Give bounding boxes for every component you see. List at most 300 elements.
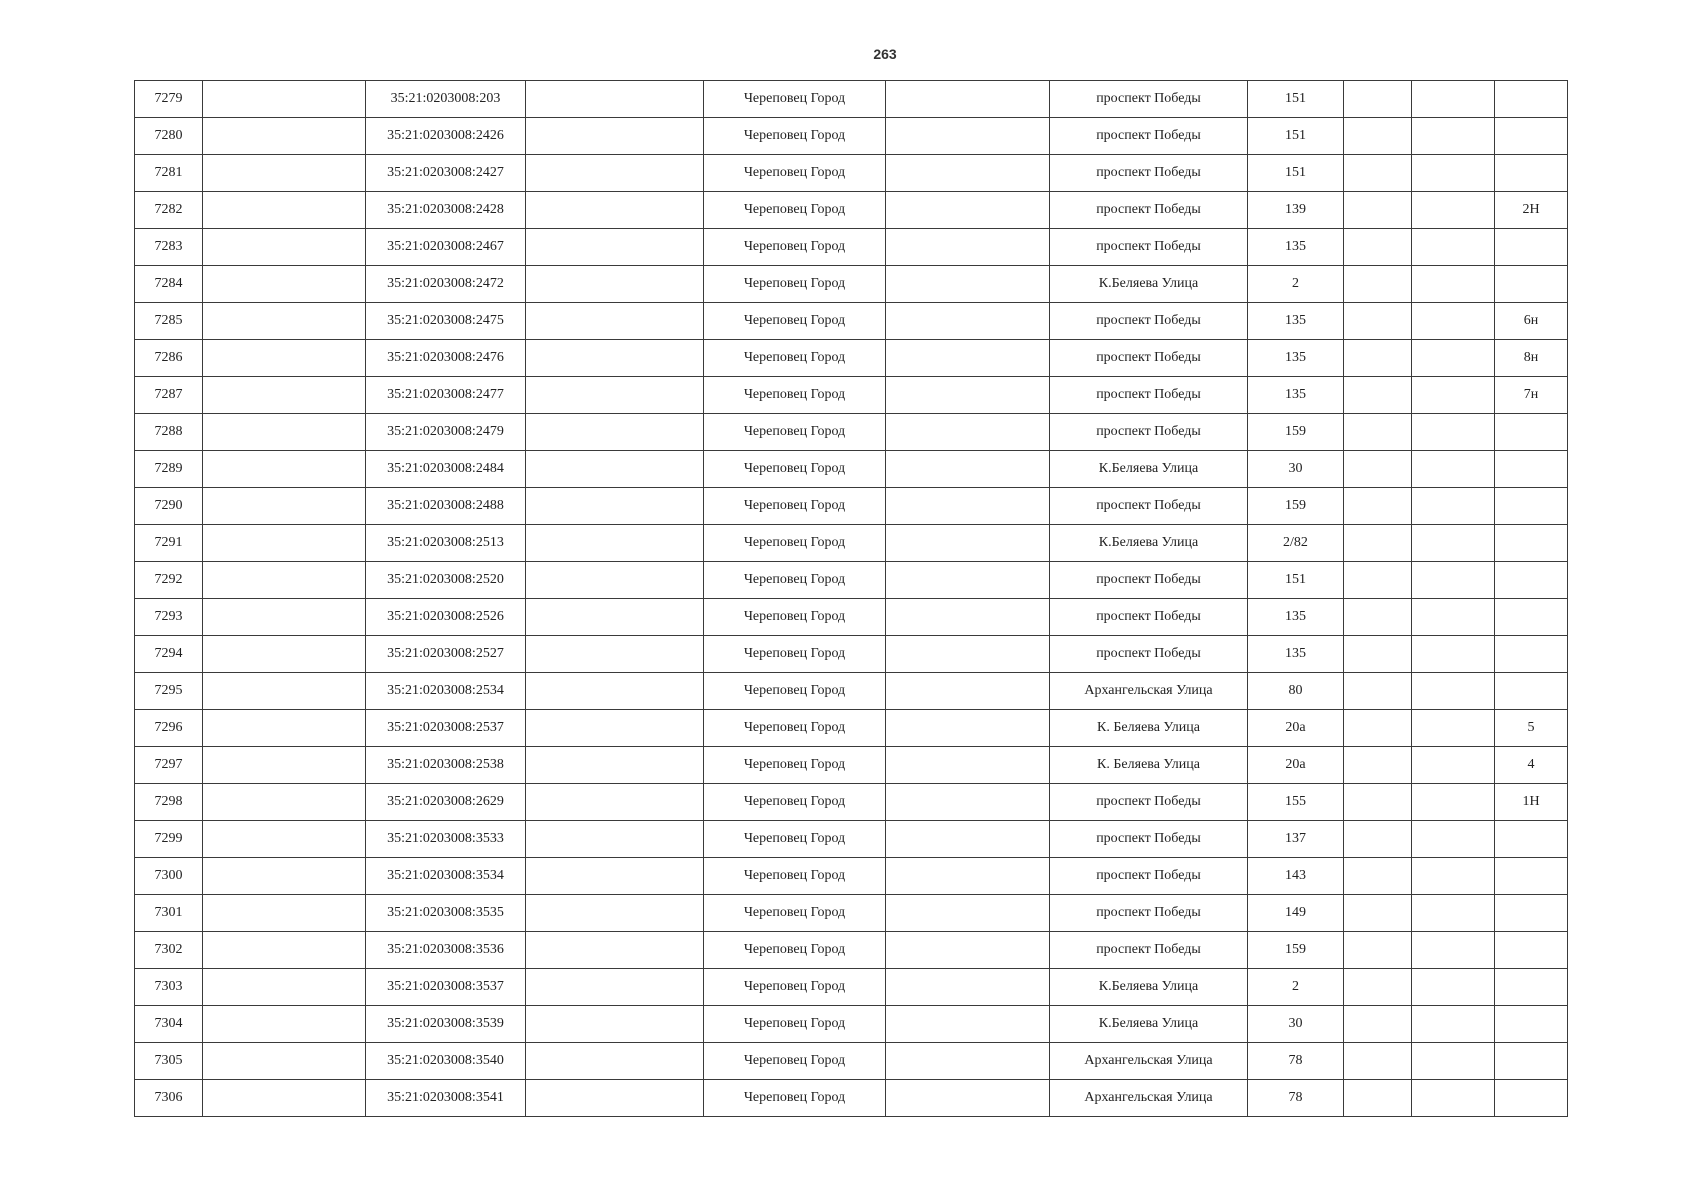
cell-row-number: 7285 — [135, 303, 203, 340]
cell-street: проспект Победы — [1050, 562, 1248, 599]
cell-locality: Череповец Город — [704, 747, 886, 784]
cell-empty-1 — [203, 340, 366, 377]
cell-row-number: 7304 — [135, 1006, 203, 1043]
cell-premises — [1495, 562, 1568, 599]
cell-cadastral-number: 35:21:0203008:2428 — [366, 192, 526, 229]
cell-locality: Череповец Город — [704, 525, 886, 562]
cell-empty-3 — [886, 1006, 1050, 1043]
cell-cadastral-number: 35:21:0203008:3537 — [366, 969, 526, 1006]
cell-empty-1 — [203, 895, 366, 932]
table-row — [135, 303, 1568, 340]
table-row — [135, 673, 1568, 710]
cell-street: К. Беляева Улица — [1050, 747, 1248, 784]
cell-empty-1 — [203, 969, 366, 1006]
cell-empty-1 — [203, 451, 366, 488]
cell-row-number: 7298 — [135, 784, 203, 821]
cell-row-number: 7295 — [135, 673, 203, 710]
cell-locality: Череповец Город — [704, 377, 886, 414]
cell-empty-4 — [1344, 858, 1412, 895]
cell-locality: Череповец Город — [704, 932, 886, 969]
cell-row-number: 7305 — [135, 1043, 203, 1080]
table-row — [135, 858, 1568, 895]
cell-house: 20а — [1248, 747, 1344, 784]
cell-empty-3 — [886, 747, 1050, 784]
cell-cadastral-number: 35:21:0203008:2476 — [366, 340, 526, 377]
cell-empty-4 — [1344, 710, 1412, 747]
cell-empty-5 — [1412, 599, 1495, 636]
cell-empty-5 — [1412, 488, 1495, 525]
cell-row-number: 7279 — [135, 81, 203, 118]
cell-empty-2 — [526, 895, 704, 932]
cell-empty-3 — [886, 1043, 1050, 1080]
cell-empty-5 — [1412, 266, 1495, 303]
cell-row-number: 7288 — [135, 414, 203, 451]
cell-premises — [1495, 414, 1568, 451]
cell-empty-4 — [1344, 784, 1412, 821]
cell-empty-4 — [1344, 451, 1412, 488]
cell-empty-2 — [526, 81, 704, 118]
cell-street: Архангельская Улица — [1050, 1080, 1248, 1117]
cell-street: проспект Победы — [1050, 155, 1248, 192]
cell-empty-2 — [526, 340, 704, 377]
cell-empty-2 — [526, 192, 704, 229]
cell-cadastral-number: 35:21:0203008:3539 — [366, 1006, 526, 1043]
cell-street: проспект Победы — [1050, 118, 1248, 155]
cell-locality: Череповец Город — [704, 1006, 886, 1043]
cell-empty-2 — [526, 969, 704, 1006]
page-number: 263 — [873, 46, 897, 62]
table-row — [135, 377, 1568, 414]
cell-house: 135 — [1248, 377, 1344, 414]
cell-empty-4 — [1344, 821, 1412, 858]
cell-empty-3 — [886, 821, 1050, 858]
cell-cadastral-number: 35:21:0203008:2479 — [366, 414, 526, 451]
cell-empty-4 — [1344, 488, 1412, 525]
cell-empty-3 — [886, 488, 1050, 525]
cell-street: проспект Победы — [1050, 303, 1248, 340]
cell-premises — [1495, 229, 1568, 266]
cell-empty-2 — [526, 118, 704, 155]
cell-street: проспект Победы — [1050, 932, 1248, 969]
cell-empty-4 — [1344, 1006, 1412, 1043]
cell-cadastral-number: 35:21:0203008:2426 — [366, 118, 526, 155]
cell-row-number: 7287 — [135, 377, 203, 414]
cell-empty-2 — [526, 525, 704, 562]
cell-empty-1 — [203, 1080, 366, 1117]
cell-premises — [1495, 932, 1568, 969]
cell-empty-3 — [886, 932, 1050, 969]
cell-cadastral-number: 35:21:0203008:2427 — [366, 155, 526, 192]
cell-row-number: 7292 — [135, 562, 203, 599]
cell-empty-1 — [203, 488, 366, 525]
cell-empty-4 — [1344, 673, 1412, 710]
cell-empty-3 — [886, 858, 1050, 895]
cell-empty-3 — [886, 673, 1050, 710]
cell-empty-3 — [886, 599, 1050, 636]
cell-empty-2 — [526, 1006, 704, 1043]
cell-empty-5 — [1412, 81, 1495, 118]
table-row — [135, 340, 1568, 377]
cell-house: 78 — [1248, 1043, 1344, 1080]
cell-cadastral-number: 35:21:0203008:2534 — [366, 673, 526, 710]
table-row — [135, 784, 1568, 821]
cell-cadastral-number: 35:21:0203008:3534 — [366, 858, 526, 895]
table-row — [135, 562, 1568, 599]
cell-street: К. Беляева Улица — [1050, 710, 1248, 747]
table-row — [135, 229, 1568, 266]
cell-street: проспект Победы — [1050, 488, 1248, 525]
cell-empty-1 — [203, 118, 366, 155]
cell-empty-5 — [1412, 303, 1495, 340]
cell-empty-3 — [886, 118, 1050, 155]
cell-empty-5 — [1412, 155, 1495, 192]
cell-cadastral-number: 35:21:0203008:2520 — [366, 562, 526, 599]
cell-empty-4 — [1344, 377, 1412, 414]
cell-house: 137 — [1248, 821, 1344, 858]
cell-cadastral-number: 35:21:0203008:2472 — [366, 266, 526, 303]
cell-empty-2 — [526, 710, 704, 747]
cell-empty-3 — [886, 340, 1050, 377]
cell-empty-3 — [886, 710, 1050, 747]
cell-premises: 4 — [1495, 747, 1568, 784]
cell-street: проспект Победы — [1050, 340, 1248, 377]
cell-locality: Череповец Город — [704, 229, 886, 266]
cell-house: 135 — [1248, 229, 1344, 266]
cell-premises — [1495, 821, 1568, 858]
cell-row-number: 7300 — [135, 858, 203, 895]
cell-empty-4 — [1344, 192, 1412, 229]
cell-locality: Череповец Город — [704, 303, 886, 340]
cell-empty-5 — [1412, 340, 1495, 377]
cell-cadastral-number: 35:21:0203008:3541 — [366, 1080, 526, 1117]
cell-empty-1 — [203, 562, 366, 599]
cell-row-number: 7301 — [135, 895, 203, 932]
cell-house: 135 — [1248, 303, 1344, 340]
cell-house: 151 — [1248, 155, 1344, 192]
table-row — [135, 266, 1568, 303]
cell-cadastral-number: 35:21:0203008:3536 — [366, 932, 526, 969]
cell-cadastral-number: 35:21:0203008:2513 — [366, 525, 526, 562]
cell-street: Архангельская Улица — [1050, 1043, 1248, 1080]
cell-empty-4 — [1344, 155, 1412, 192]
cell-house: 139 — [1248, 192, 1344, 229]
cell-street: К.Беляева Улица — [1050, 266, 1248, 303]
cell-empty-4 — [1344, 229, 1412, 266]
cell-street: К.Беляева Улица — [1050, 525, 1248, 562]
cell-empty-4 — [1344, 266, 1412, 303]
cell-empty-1 — [203, 377, 366, 414]
cell-premises — [1495, 118, 1568, 155]
cell-empty-2 — [526, 932, 704, 969]
cell-house: 80 — [1248, 673, 1344, 710]
cell-empty-3 — [886, 525, 1050, 562]
cell-street: проспект Победы — [1050, 229, 1248, 266]
cell-premises — [1495, 1006, 1568, 1043]
cell-empty-5 — [1412, 784, 1495, 821]
cell-empty-1 — [203, 1043, 366, 1080]
table-row — [135, 932, 1568, 969]
cell-empty-1 — [203, 1006, 366, 1043]
cell-empty-5 — [1412, 1080, 1495, 1117]
table-row — [135, 155, 1568, 192]
cell-cadastral-number: 35:21:0203008:3540 — [366, 1043, 526, 1080]
cell-empty-1 — [203, 303, 366, 340]
cell-empty-2 — [526, 229, 704, 266]
cell-empty-1 — [203, 81, 366, 118]
cell-row-number: 7299 — [135, 821, 203, 858]
cell-row-number: 7281 — [135, 155, 203, 192]
cell-premises — [1495, 1080, 1568, 1117]
cell-row-number: 7286 — [135, 340, 203, 377]
table-row — [135, 710, 1568, 747]
cell-empty-3 — [886, 377, 1050, 414]
cell-empty-5 — [1412, 673, 1495, 710]
cell-locality: Череповец Город — [704, 155, 886, 192]
cell-empty-3 — [886, 414, 1050, 451]
cell-empty-2 — [526, 821, 704, 858]
cell-empty-1 — [203, 636, 366, 673]
cell-empty-3 — [886, 1080, 1050, 1117]
cell-cadastral-number: 35:21:0203008:2537 — [366, 710, 526, 747]
cell-locality: Череповец Город — [704, 1043, 886, 1080]
property-register-table — [134, 80, 1568, 1117]
cell-empty-3 — [886, 303, 1050, 340]
table-row — [135, 969, 1568, 1006]
cell-house: 135 — [1248, 636, 1344, 673]
cell-empty-2 — [526, 636, 704, 673]
cell-house: 151 — [1248, 562, 1344, 599]
cell-street: проспект Победы — [1050, 895, 1248, 932]
cell-street: проспект Победы — [1050, 821, 1248, 858]
table-row — [135, 821, 1568, 858]
cell-street: проспект Победы — [1050, 377, 1248, 414]
cell-empty-5 — [1412, 118, 1495, 155]
cell-empty-4 — [1344, 414, 1412, 451]
cell-street: К.Беляева Улица — [1050, 1006, 1248, 1043]
cell-street: Архангельская Улица — [1050, 673, 1248, 710]
cell-premises — [1495, 525, 1568, 562]
cell-street: проспект Победы — [1050, 858, 1248, 895]
cell-cadastral-number: 35:21:0203008:2467 — [366, 229, 526, 266]
cell-row-number: 7290 — [135, 488, 203, 525]
cell-empty-4 — [1344, 636, 1412, 673]
cell-premises — [1495, 155, 1568, 192]
table-row — [135, 747, 1568, 784]
cell-premises — [1495, 81, 1568, 118]
cell-empty-4 — [1344, 895, 1412, 932]
cell-empty-2 — [526, 488, 704, 525]
cell-house: 159 — [1248, 932, 1344, 969]
cell-empty-5 — [1412, 747, 1495, 784]
table-row — [135, 1006, 1568, 1043]
cell-locality: Череповец Город — [704, 599, 886, 636]
cell-empty-1 — [203, 266, 366, 303]
cell-empty-1 — [203, 784, 366, 821]
cell-empty-2 — [526, 784, 704, 821]
cell-locality: Череповец Город — [704, 266, 886, 303]
cell-locality: Череповец Город — [704, 858, 886, 895]
cell-empty-2 — [526, 414, 704, 451]
cell-empty-3 — [886, 155, 1050, 192]
cell-house: 30 — [1248, 451, 1344, 488]
cell-empty-1 — [203, 155, 366, 192]
cell-empty-1 — [203, 673, 366, 710]
cell-empty-5 — [1412, 636, 1495, 673]
cell-locality: Череповец Город — [704, 1080, 886, 1117]
cell-locality: Череповец Город — [704, 118, 886, 155]
cell-empty-5 — [1412, 451, 1495, 488]
cell-empty-3 — [886, 969, 1050, 1006]
table-row — [135, 81, 1568, 118]
cell-empty-5 — [1412, 821, 1495, 858]
cell-empty-3 — [886, 895, 1050, 932]
cell-empty-1 — [203, 710, 366, 747]
cell-locality: Череповец Город — [704, 784, 886, 821]
cell-street: К.Беляева Улица — [1050, 451, 1248, 488]
cell-street: проспект Победы — [1050, 414, 1248, 451]
cell-empty-4 — [1344, 1080, 1412, 1117]
cell-premises — [1495, 636, 1568, 673]
cell-premises: 2Н — [1495, 192, 1568, 229]
cell-empty-5 — [1412, 969, 1495, 1006]
cell-empty-1 — [203, 599, 366, 636]
cell-house: 155 — [1248, 784, 1344, 821]
cell-empty-2 — [526, 303, 704, 340]
cell-house: 2/82 — [1248, 525, 1344, 562]
cell-house: 159 — [1248, 488, 1344, 525]
cell-empty-3 — [886, 784, 1050, 821]
cell-cadastral-number: 35:21:0203008:3535 — [366, 895, 526, 932]
cell-row-number: 7282 — [135, 192, 203, 229]
cell-empty-3 — [886, 451, 1050, 488]
cell-cadastral-number: 35:21:0203008:3533 — [366, 821, 526, 858]
table-body — [135, 81, 1568, 1117]
cell-premises — [1495, 673, 1568, 710]
cell-house: 159 — [1248, 414, 1344, 451]
cell-house: 143 — [1248, 858, 1344, 895]
cell-empty-2 — [526, 562, 704, 599]
cell-row-number: 7289 — [135, 451, 203, 488]
table-row — [135, 1080, 1568, 1117]
cell-house: 20а — [1248, 710, 1344, 747]
cell-empty-5 — [1412, 895, 1495, 932]
cell-row-number: 7293 — [135, 599, 203, 636]
cell-locality: Череповец Город — [704, 340, 886, 377]
cell-premises — [1495, 451, 1568, 488]
cell-empty-1 — [203, 858, 366, 895]
cell-locality: Череповец Город — [704, 636, 886, 673]
cell-empty-4 — [1344, 932, 1412, 969]
table-row — [135, 488, 1568, 525]
cell-premises: 7н — [1495, 377, 1568, 414]
table-row — [135, 636, 1568, 673]
table-row — [135, 118, 1568, 155]
cell-street: проспект Победы — [1050, 784, 1248, 821]
cell-empty-5 — [1412, 710, 1495, 747]
cell-cadastral-number: 35:21:0203008:2488 — [366, 488, 526, 525]
cell-premises — [1495, 488, 1568, 525]
cell-house: 30 — [1248, 1006, 1344, 1043]
cell-cadastral-number: 35:21:0203008:2538 — [366, 747, 526, 784]
cell-cadastral-number: 35:21:0203008:2475 — [366, 303, 526, 340]
cell-empty-4 — [1344, 525, 1412, 562]
cell-house: 2 — [1248, 969, 1344, 1006]
cell-premises — [1495, 858, 1568, 895]
cell-premises: 8н — [1495, 340, 1568, 377]
cell-premises — [1495, 895, 1568, 932]
cell-empty-2 — [526, 451, 704, 488]
cell-row-number: 7303 — [135, 969, 203, 1006]
cell-premises: 6н — [1495, 303, 1568, 340]
cell-empty-5 — [1412, 1006, 1495, 1043]
cell-empty-5 — [1412, 192, 1495, 229]
table-row — [135, 599, 1568, 636]
cell-empty-3 — [886, 81, 1050, 118]
cell-empty-2 — [526, 377, 704, 414]
cell-empty-2 — [526, 1043, 704, 1080]
cell-locality: Череповец Город — [704, 414, 886, 451]
cell-locality: Череповец Город — [704, 81, 886, 118]
cell-empty-5 — [1412, 414, 1495, 451]
table-row — [135, 1043, 1568, 1080]
cell-empty-2 — [526, 599, 704, 636]
cell-cadastral-number: 35:21:0203008:2477 — [366, 377, 526, 414]
cell-locality: Череповец Город — [704, 192, 886, 229]
cell-street: проспект Победы — [1050, 81, 1248, 118]
cell-premises: 5 — [1495, 710, 1568, 747]
cell-empty-5 — [1412, 1043, 1495, 1080]
cell-street: проспект Победы — [1050, 636, 1248, 673]
cell-locality: Череповец Город — [704, 969, 886, 1006]
table-row — [135, 895, 1568, 932]
cell-street: проспект Победы — [1050, 192, 1248, 229]
cell-empty-1 — [203, 525, 366, 562]
cell-empty-3 — [886, 636, 1050, 673]
cell-empty-2 — [526, 747, 704, 784]
cell-house: 135 — [1248, 599, 1344, 636]
cell-house: 2 — [1248, 266, 1344, 303]
cell-empty-4 — [1344, 118, 1412, 155]
cell-empty-4 — [1344, 599, 1412, 636]
cell-row-number: 7306 — [135, 1080, 203, 1117]
cell-empty-2 — [526, 1080, 704, 1117]
cell-locality: Череповец Город — [704, 562, 886, 599]
cell-locality: Череповец Город — [704, 488, 886, 525]
cell-house: 149 — [1248, 895, 1344, 932]
cell-cadastral-number: 35:21:0203008:2629 — [366, 784, 526, 821]
cell-empty-3 — [886, 192, 1050, 229]
cell-premises: 1Н — [1495, 784, 1568, 821]
cell-street: проспект Победы — [1050, 599, 1248, 636]
cell-empty-2 — [526, 155, 704, 192]
cell-cadastral-number: 35:21:0203008:2527 — [366, 636, 526, 673]
cell-cadastral-number: 35:21:0203008:203 — [366, 81, 526, 118]
cell-empty-4 — [1344, 969, 1412, 1006]
cell-empty-5 — [1412, 377, 1495, 414]
cell-empty-4 — [1344, 340, 1412, 377]
cell-row-number: 7294 — [135, 636, 203, 673]
cell-empty-3 — [886, 266, 1050, 303]
cell-row-number: 7291 — [135, 525, 203, 562]
cell-empty-4 — [1344, 747, 1412, 784]
cell-empty-1 — [203, 192, 366, 229]
cell-house: 78 — [1248, 1080, 1344, 1117]
table-row — [135, 192, 1568, 229]
cell-empty-5 — [1412, 858, 1495, 895]
cell-empty-4 — [1344, 562, 1412, 599]
cell-empty-4 — [1344, 303, 1412, 340]
cell-empty-5 — [1412, 562, 1495, 599]
